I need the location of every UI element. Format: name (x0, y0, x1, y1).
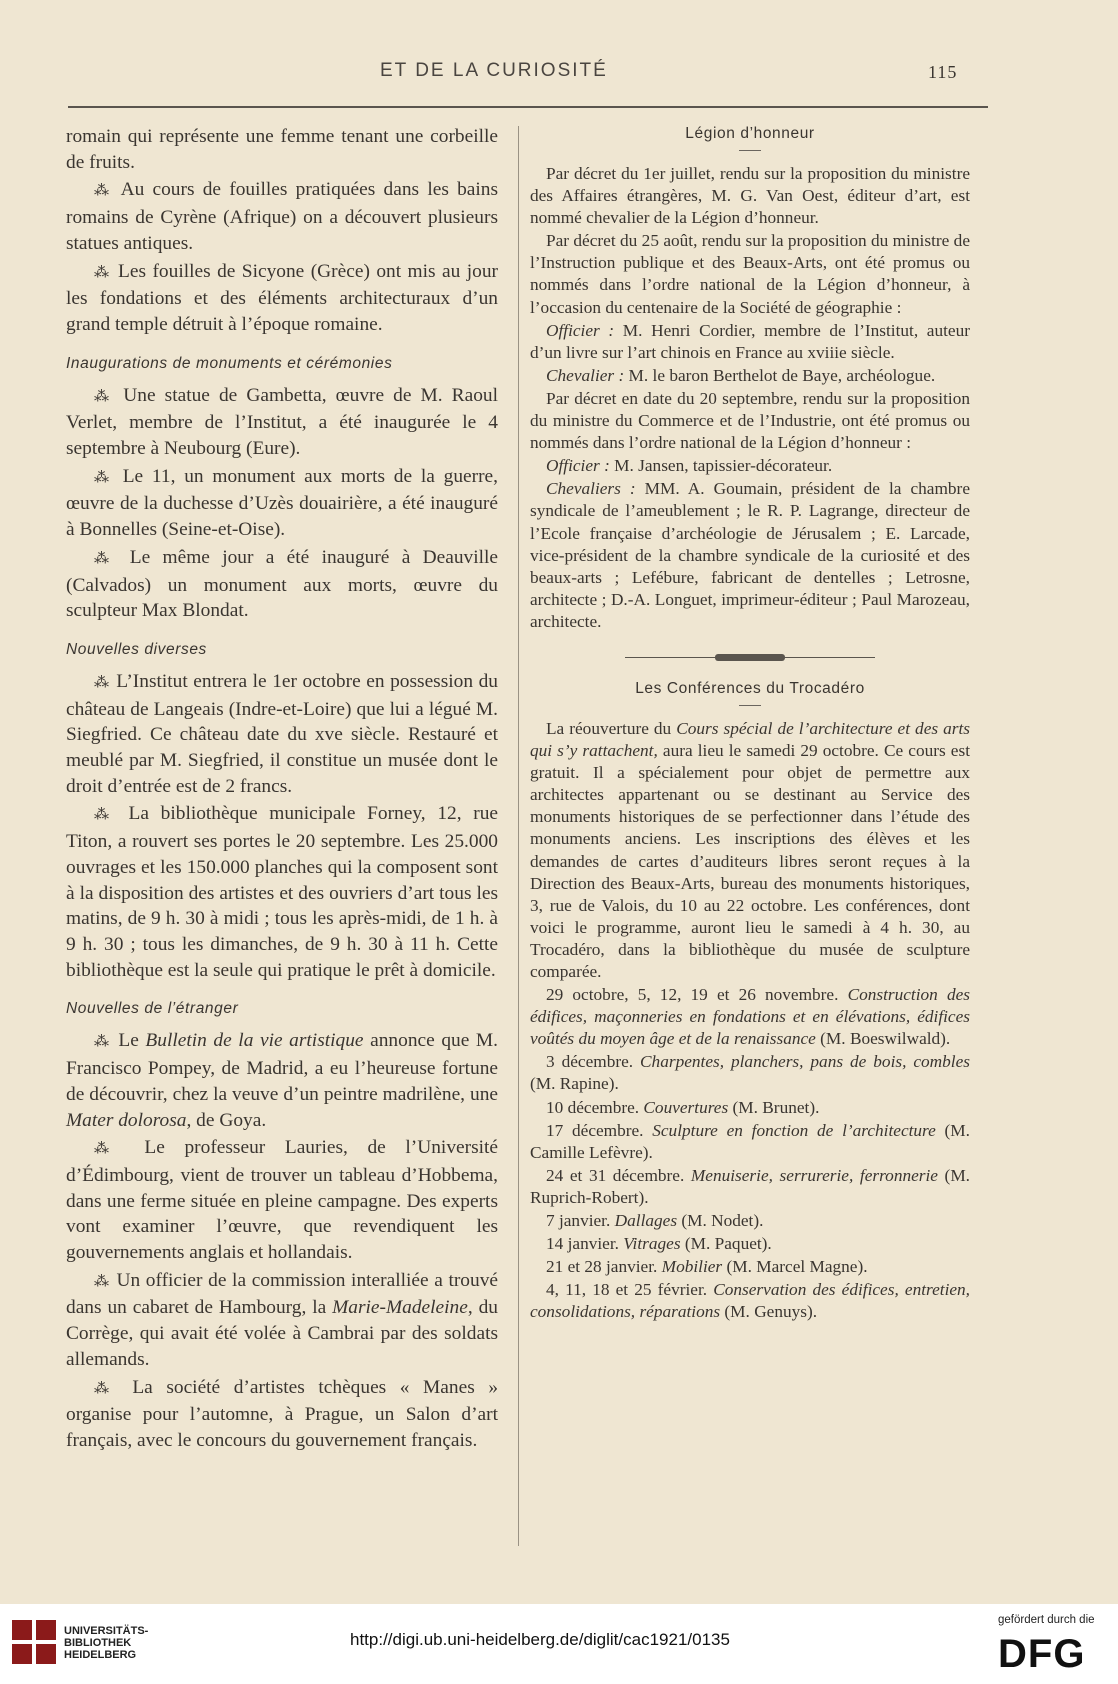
paragraph: ⁂ L’Institut entrera le 1er octobre en possession du château de Langeais (Indre-et-Loire) que lui a légué M. Siegfried. Ce château date du xve siècle. Restauré et meublé par M. Siegfried, il constitue un musée dont le droit d’entrée est de 2 francs. (66, 670, 499, 797)
asterism-icon: ⁂ (94, 674, 111, 691)
header-title: ET DE LA CURIOSITÉ (380, 60, 608, 81)
paragraph: ⁂ Un officier de la commission interalliée a trouvé dans un cabaret de Hambourg, la Marie-Madeleine, du Corrège, qui avait été volée à Cambrai par des soldats allemands. (66, 1269, 498, 1370)
paragraph: ⁂ Le même jour a été inauguré à Deauville (Calvados) un monument aux morts, œuvre du sculpteur Max Blondat. (66, 546, 499, 622)
left-column (66, 124, 498, 1456)
library-name: UNIVERSITÄTS- BIBLIOTHEK HEIDELBERG (64, 1625, 149, 1661)
paragraph: Par décret du 1er juillet, rendu sur la proposition du ministre des Affaires étrangères, M. G. Van Oest, éditeur d’art, est nommé chevalier de la Légion d’honneur. (530, 164, 970, 228)
schedule-item: 3 décembre. Charpentes, planchers, pans de bois, combles (M. Rapine). (530, 1052, 970, 1094)
header-rule (68, 106, 988, 108)
column-divider (518, 126, 519, 1546)
right-column (530, 124, 970, 1325)
paragraph: ⁂ Les fouilles de Sicyone (Grèce) ont mis au jour les fondations et des éléments architecturaux d’un grand temple détruit à l’époque romaine. (66, 260, 498, 335)
asterism-icon: ⁂ (94, 1273, 111, 1290)
separator-dash (739, 705, 761, 706)
asterism-icon: ⁂ (94, 1380, 119, 1397)
paragraph: Officier : M. Henri Cordier, membre de l’Institut, auteur d’un livre sur l’art chinois en France au xviiie siècle. (530, 320, 970, 362)
schedule-item: 14 janvier. Vitrages (M. Paquet). (546, 1234, 772, 1254)
page-number: 115 (928, 62, 958, 82)
permalink-url[interactable]: http://digi.ub.uni-heidelberg.de/diglit/cac1921/0135 (350, 1630, 730, 1649)
paragraph: Par décret en date du 20 septembre, rendu sur la proposition du ministre du Commerce et de l’Industrie, ont été promus ou nommés dans l’ordre national de la Légion d’honneur : (530, 388, 970, 453)
paragraph: ⁂ Le Bulletin de la vie artistique annonce que M. Francisco Pompey, de Madrid, a eu l’heureuse fortune de découvrir, chez la veuve d’un peintre madrilène, une Mater dolorosa, de Goya. (66, 1030, 499, 1131)
paragraph: ⁂ Une statue de Gambetta, œuvre de M. Raoul Verlet, membre de l’Institut, a été inaugurée le 4 septembre à Neubourg (Eure). (66, 384, 498, 460)
library-logo-icon (10, 1618, 58, 1666)
funded-by-label: gefördert durch die (998, 1614, 1095, 1626)
running-header (0, 60, 1118, 82)
schedule-item: 29 octobre, 5, 12, 19 et 26 novembre. Construction des édifices, maçonneries en fondations et en élévations, édifices voûtés du moyen âge et de la renaissance (M. Boeswilwald). (530, 985, 970, 1049)
asterism-icon: ⁂ (94, 550, 118, 567)
conferences-heading: Les Conférences du Trocadéro (635, 679, 865, 697)
paragraph: ⁂ Le 11, un monument aux morts de la guerre, œuvre de la duchesse d’Uzès douairière, a été inauguré à Bonnelles (Seine-et-Oise). (66, 465, 498, 541)
paragraph: romain qui représente une femme tenant une corbeille de fruits. (66, 126, 498, 173)
schedule-item: 7 janvier. Dallages (M. Nodet). (546, 1211, 764, 1231)
asterism-icon: ⁂ (94, 183, 114, 200)
ornament-divider (625, 651, 875, 665)
asterism-icon: ⁂ (94, 264, 112, 281)
paragraph: Chevaliers : MM. A. Goumain, président de la chambre syndicale de l’ameublement ; le R. P. Lagrange, directeur de l’Ecole française d’archéologie de Jérusalem ; E. Larcade, vice-président de la chambre syndicale de la curiosité et des beaux-arts ; Lefébure, fabricant de dentelles ; Letrosne, architecte ; D.-A. Longuet, imprimeur-éditeur ; Paul Marozeau, architecte. (530, 479, 970, 631)
paragraph: ⁂ Au cours de fouilles pratiquées dans les bains romains de Cyrène (Afrique) on a découvert plusieurs statues antiques. (66, 179, 499, 254)
paragraph: Par décret du 25 août, rendu sur la proposition du ministre de l’Instruction publique et des Beaux-Arts, ont été promus ou nommés dans l’ordre national de la Légion d’honneur, à l’occasion du centenaire de la Société de géographie : (530, 231, 970, 317)
asterism-icon: ⁂ (94, 807, 117, 824)
paragraph: ⁂ Le professeur Lauries, de l’Université d’Édimbourg, vient de trouver un tableau d’Hobbema, dans une ferme située en pleine campagne. Des experts vont examiner l’œuvre, que revendiquent les gouvernements anglais et hollandais. (66, 1137, 499, 1264)
legion-heading: Légion d’honneur (685, 125, 815, 142)
asterism-icon: ⁂ (94, 1141, 125, 1158)
footer-bar (0, 1604, 1118, 1684)
paragraph: ⁂ La société d’artistes tchèques « Manes » organise pour l’automne, à Prague, un Salon d’art français, avec le concours du gouvernement français. (66, 1376, 499, 1451)
dfg-logo: DFG (998, 1632, 1086, 1676)
schedule-item: 10 décembre. Couvertures (M. Brunet). (546, 1097, 820, 1117)
section-heading: Inaugurations de monuments et cérémonies (66, 354, 393, 372)
asterism-icon: ⁂ (94, 388, 115, 405)
paragraph: La réouverture du Cours spécial de l’architecture et des arts qui s’y rattachent, aura lieu le samedi 29 octobre. Ce cours est gratuit. Il a spécialement pour objet de permettre aux architectes appartenant ou se destinant au Service des monuments historiques de se perfectionner dans l’étude des monuments anciens. Les inscriptions des élèves et les demandes de cartes d’auditeurs libres seront reçues à la Direction des Beaux-Arts, bureau des monuments historiques, 3, rue de Valois, du 10 au 22 octobre. Les conférences, dont voici le programme, auront lieu le samedi à 4 h. 30, au Trocadéro, dans la bibliothèque du musée de sculpture comparée. (530, 718, 971, 981)
section-heading: Nouvelles diverses (66, 640, 207, 658)
paragraph: Officier : M. Jansen, tapissier-décorateur. (546, 456, 833, 476)
schedule-item: 4, 11, 18 et 25 février. Conservation des édifices, entretien, consolidations, réparations (M. Genuys). (530, 1280, 970, 1322)
paragraph: ⁂ La bibliothèque municipale Forney, 12, rue Titon, a rouvert ses portes le 20 septembre. Les 25.000 ouvrages et les 150.000 planches qui la composent sont à la disposition des artistes et des ouvriers d’art tous les matins, de 9 h. 30 à midi ; tous les après-midi, de 1 h. à 9 h. 30 ; tous les dimanches, de 9 h. 30 à 11 h. Cette bibliothèque est la seule qui pratique le prêt à domicile. (66, 803, 498, 981)
section-heading: Nouvelles de l’étranger (66, 1000, 239, 1018)
schedule-item: 17 décembre. Sculpture en fonction de l’architecture (M. Camille Lefèvre). (530, 1120, 970, 1162)
asterism-icon: ⁂ (94, 469, 114, 486)
separator-dash (739, 150, 761, 151)
asterism-icon: ⁂ (94, 1034, 112, 1051)
schedule-item: 21 et 28 janvier. Mobilier (M. Marcel Magne). (546, 1257, 868, 1277)
schedule-item: 24 et 31 décembre. Menuiserie, serrurerie, ferronnerie (M. Ruprich-Robert). (530, 1165, 971, 1207)
paragraph: Chevalier : M. le baron Berthelot de Baye, archéologue. (546, 365, 936, 385)
